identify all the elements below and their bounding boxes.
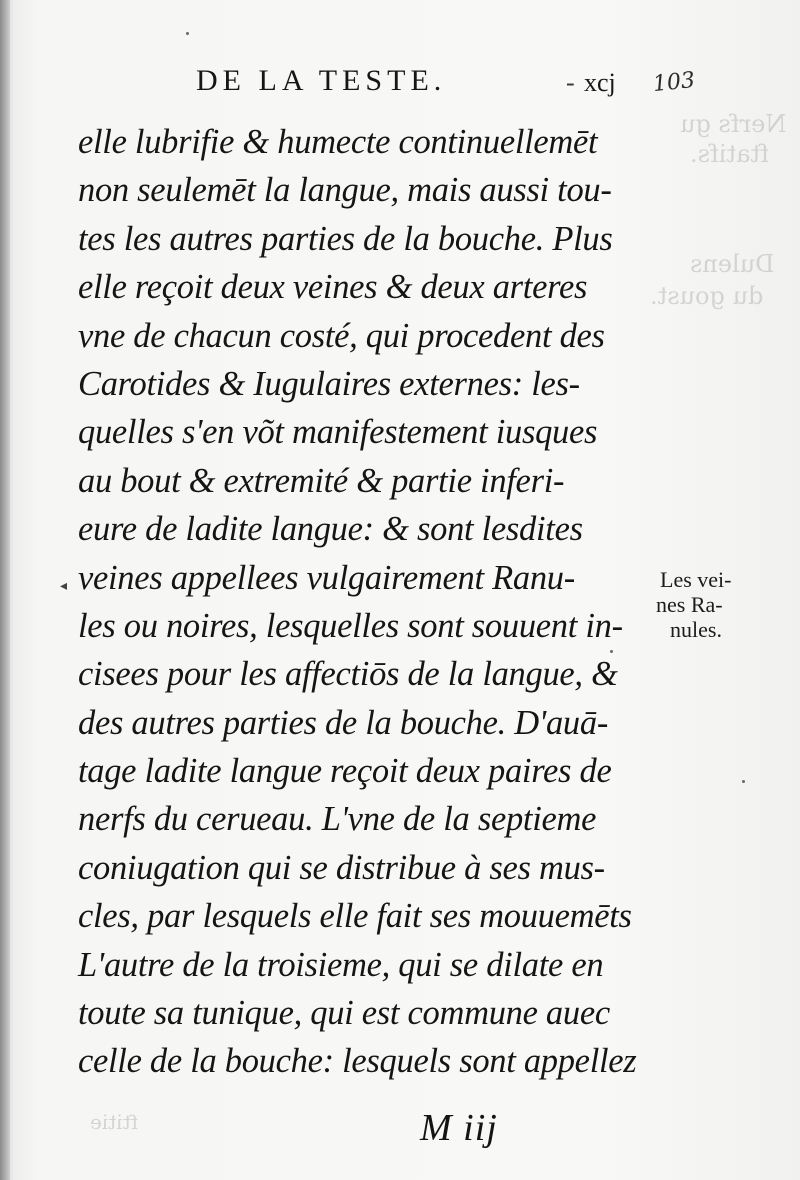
text-line: vne de chacun costé, qui procedent des (78, 316, 605, 355)
signature-mark: M iij (420, 1107, 498, 1149)
show-through-bleed: ftatifs. (690, 140, 769, 168)
folio-dash: - (566, 68, 575, 97)
text-line: elle lubrifie & humecte continuellemēt (78, 123, 598, 161)
text-line: toute sa tunique, qui est commune auec (78, 994, 610, 1033)
page-header (0, 64, 800, 104)
running-title: DE LA TESTE. (196, 64, 447, 97)
show-through-bleed: Nerfs gu (680, 110, 787, 138)
show-through-bleed: ftitie (90, 1110, 139, 1134)
paper-speck (742, 780, 745, 783)
text-line: les ou noires, lesquelles sont souuent in- (78, 606, 623, 645)
text-line: tage ladite langue reçoit deux paires de (78, 752, 612, 791)
margin-note-line: nes Ra- (656, 592, 723, 617)
paper-speck (610, 650, 613, 653)
folio-number: xcj (584, 68, 616, 97)
margin-note-line: nules. (670, 617, 722, 642)
handwritten-page-number: 103 (651, 67, 697, 98)
text-line: coniugation qui se distribue à ses mus- (78, 848, 605, 887)
paper-speck (186, 32, 189, 35)
text-line: cisees pour les affectiōs de la langue, & (78, 655, 618, 694)
text-line: non seulemēt la langue, mais aussi tou- (78, 171, 612, 210)
margin-pointer-mark: ◂ (60, 578, 68, 594)
text-line: veines appellees vulgairement Ranu- (78, 558, 575, 597)
margin-note-line: Les vei- (660, 567, 732, 592)
text-line: Carotides & Iugulaires externes: les- (78, 364, 580, 403)
page-gutter-shadow (0, 0, 10, 1180)
text-line: nerfs du cerueau. L'vne de la septieme (78, 800, 597, 839)
text-line: L'autre de la troisieme, qui se dilate en (78, 945, 604, 984)
text-line: cles, par lesquels elle fait ses mouuemēts (78, 897, 632, 936)
text-line: eure de ladite langue: & sont lesdites (78, 510, 583, 549)
margin-note (656, 567, 796, 642)
show-through-bleed: du goust. (650, 282, 764, 310)
show-through-bleed: Dulens (690, 250, 775, 278)
text-line: elle reçoit deux veines & deux arteres (78, 268, 588, 307)
text-line: des autres parties de la bouche. D'auā- (78, 703, 609, 742)
text-line: quelles s'en võt manifestement iusques (78, 413, 598, 452)
text-line: celle de la bouche: lesquels sont appellez (78, 1042, 637, 1081)
text-line: tes les autres parties de la bouche. Plus (78, 219, 613, 258)
body-text (78, 118, 648, 1086)
text-line: au bout & extremité & partie inferi- (78, 461, 565, 500)
